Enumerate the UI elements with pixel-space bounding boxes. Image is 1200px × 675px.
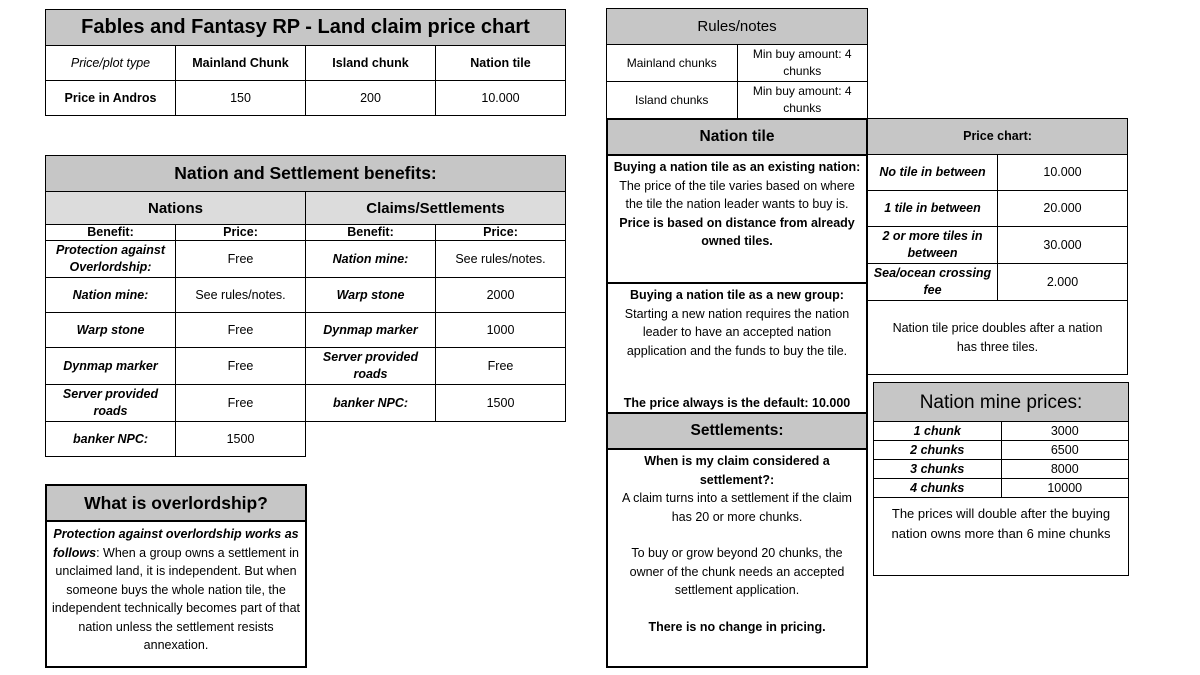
claim-benefit: Server provided roads [306,348,436,385]
nation-benefit: Protection against Overlordship: [46,241,176,278]
price-chart [45,9,566,116]
tile-price-value: 20.000 [998,191,1128,227]
tile-price-title: Price chart: [868,119,1128,155]
price-chart-header: Nation tile [436,46,566,81]
overlordship-title: What is overlordship? [47,486,305,522]
settlements-heading: When is my claim considered a settlement?: [644,454,830,487]
col-price: Price: [176,225,306,241]
mine-price-value: 3000 [1001,422,1129,441]
nation-benefit: Warp stone [46,313,176,348]
claim-price: See rules/notes. [436,241,566,278]
tile-price-chart [867,118,1128,375]
tile-price-label: 2 or more tiles in between [868,227,998,264]
new-heading: Buying a nation tile as a new group: [630,288,844,302]
price-chart-title: Fables and Fantasy RP - Land claim price chart [46,10,566,46]
nation-benefit: Dynmap marker [46,348,176,385]
rules-label: Mainland chunks [607,45,738,82]
settlements-text2: To buy or grow beyond 20 chunks, the owner of the chunk needs an accepted settlement application. [629,546,845,597]
nation-price: Free [176,241,306,278]
nation-benefit: banker NPC: [46,422,176,457]
tile-price-value: 2.000 [998,264,1128,301]
claim-benefit: Nation mine: [306,241,436,278]
new-bold: The price always is the default: 10.000 [623,395,851,410]
nations-title: Nations [46,192,306,225]
overlordship-body: : When a group owns a settlement in unclaimed land, it is independent. But when someone buys the whole nation tile, the independent technically becomes part of that nation unless the settlement resists annexation. [51,545,301,652]
tile-price-value: 10.000 [998,155,1128,191]
new-group-block [608,284,866,412]
mine-price-value: 6500 [1001,441,1129,460]
benefits-section [45,155,566,457]
tile-price-note: Nation tile price doubles after a nation has three tiles. [868,301,1128,375]
claims-title: Claims/Settlements [306,192,566,225]
nation-price: See rules/notes. [176,278,306,313]
nation-price: Free [176,385,306,422]
existing-text: The price of the tile varies based on where the tile the nation leader wants to buy is. [619,178,855,211]
overlordship-text [47,522,305,658]
price-chart-value: 10.000 [436,81,566,116]
tile-price-label: Sea/ocean crossing fee [868,264,998,301]
existing-nation-block [608,156,866,284]
nation-price: Free [176,348,306,385]
price-chart-row-label: Price in Andros [46,81,176,116]
price-chart-value: 200 [306,81,436,116]
mine-price-label: 1 chunk [874,422,1002,441]
settlements-block [608,450,866,638]
price-chart-header: Price/plot type [46,46,176,81]
settlements-text1: A claim turns into a settlement if the claim has 20 or more chunks. [622,491,852,524]
claim-price: Free [436,348,566,385]
claim-benefit: Dynmap marker [306,313,436,348]
mine-price-label: 3 chunks [874,460,1002,479]
tile-price-value: 30.000 [998,227,1128,264]
claim-price: 1500 [436,385,566,422]
new-text: Starting a new nation requires the nation leader to have an accepted nation application and the funds to buy the tile. [624,306,850,358]
settlements-title: Settlements: [608,412,866,450]
existing-bold: Price is based on distance from already owned tiles. [619,215,855,248]
overlordship-section [45,484,307,668]
nation-benefit: Nation mine: [46,278,176,313]
nation-tile-title: Nation tile [608,120,866,156]
col-benefit: Benefit: [306,225,436,241]
claim-price: 2000 [436,278,566,313]
mine-price-title: Nation mine prices: [874,383,1129,422]
rules-value: Min buy amount: 4 chunks [737,45,868,82]
mine-price-note: The prices will double after the buying nation owns more than 6 mine chunks [874,498,1129,576]
col-benefit: Benefit: [46,225,176,241]
nation-tile-section [606,118,868,668]
benefits-title: Nation and Settlement benefits: [46,156,566,192]
rules-value: Min buy amount: 4 chunks [737,82,868,119]
overlordship-bold: Protection against overlordship works as follows [53,527,299,560]
rules-label: Island chunks [607,82,738,119]
rules-section [606,8,868,119]
mine-price-value: 10000 [1001,479,1129,498]
settlements-bold: There is no change in pricing. [648,619,826,634]
col-price: Price: [436,225,566,241]
rules-title: Rules/notes [607,9,868,45]
mine-price-value: 8000 [1001,460,1129,479]
nation-price: Free [176,313,306,348]
price-chart-header: Mainland Chunk [176,46,306,81]
claim-price: 1000 [436,313,566,348]
nation-price: 1500 [176,422,306,457]
price-chart-header: Island chunk [306,46,436,81]
mine-price-label: 4 chunks [874,479,1002,498]
claim-benefit: banker NPC: [306,385,436,422]
existing-heading: Buying a nation tile as an existing nation: [613,160,861,174]
nation-benefit: Server provided roads [46,385,176,422]
price-chart-value: 150 [176,81,306,116]
mine-price-chart [873,382,1129,576]
mine-price-label: 2 chunks [874,441,1002,460]
tile-price-label: 1 tile in between [868,191,998,227]
tile-price-label: No tile in between [868,155,998,191]
claim-benefit: Warp stone [306,278,436,313]
